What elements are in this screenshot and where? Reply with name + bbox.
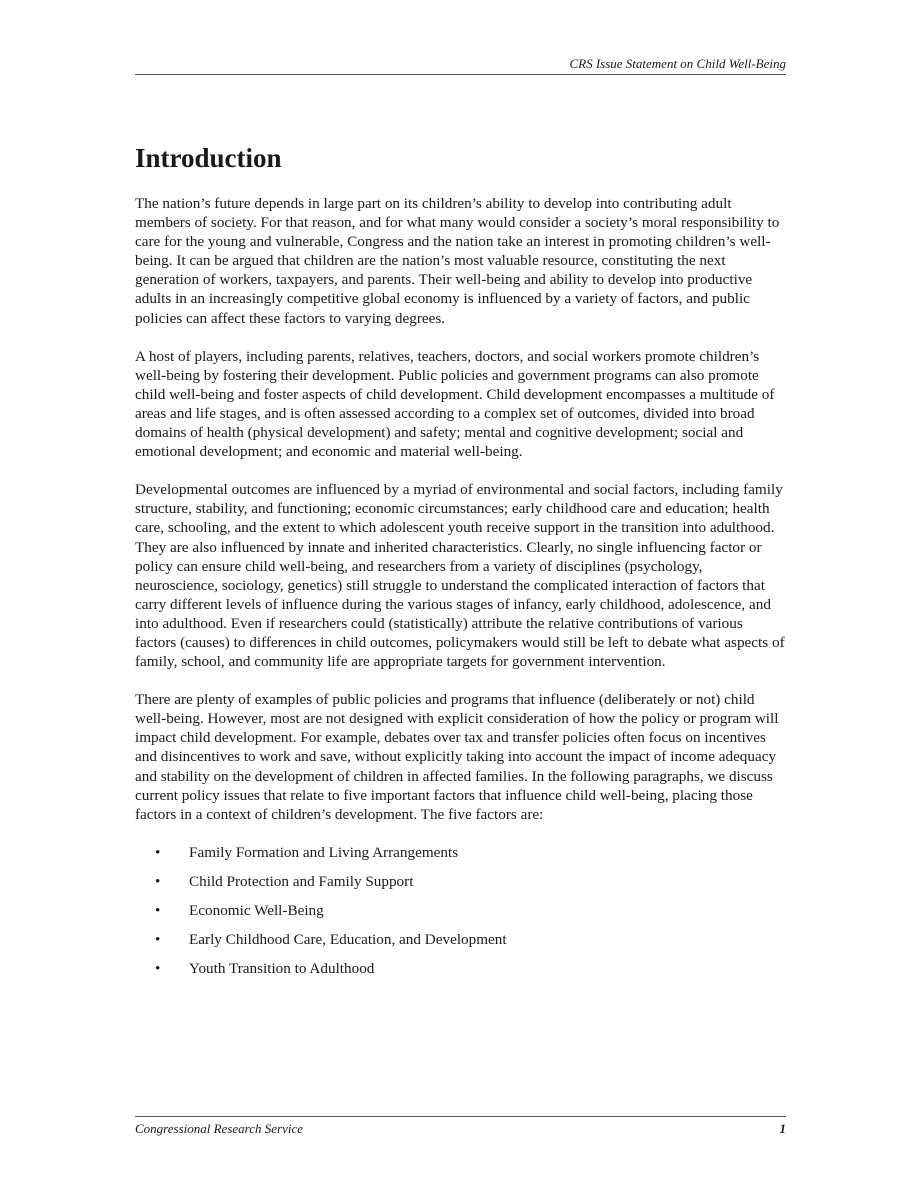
paragraph-1: The nation’s future depends in large part on its children’s ability to develop into contributing adult members of society. For that reason, and for what many would consider a society’s moral responsibility to care for the young and vulnerable, Congress and the nation take an interest in promoting children’s well-being. It can be argued that children are the nation’s most valuable resource, constituting the next generation of workers, taxpayers, and parents. Their well-being and ability to develop into productive adults in an increasingly competitive global economy is influenced by a variety of factors, and public policies can affect these factors to varying degrees. bbox=[135, 195, 780, 327]
list-item-text: Family Formation and Living Arrangements bbox=[189, 843, 459, 861]
list-item bbox=[135, 872, 786, 891]
bullet-icon: • bbox=[155, 843, 161, 861]
running-footer bbox=[135, 1116, 786, 1137]
list-item bbox=[135, 901, 786, 920]
footer-publisher: Congressional Research Service bbox=[135, 1121, 303, 1136]
running-header bbox=[135, 56, 786, 75]
paragraph-2: A host of players, including parents, relatives, teachers, doctors, and social workers promote children’s well-being by fostering their development. Public policies and government programs can also promote child well-being and foster aspects of child development. Child development encompasses a multitude of areas and life stages, and is often assessed according to a complex set of outcomes, divided into broad domains of health (physical development) and safety; mental and cognitive development; social and emotional development; and economic and material well-being. bbox=[135, 347, 775, 461]
list-item-text: Early Childhood Care, Education, and Development bbox=[189, 930, 507, 948]
list-item-text: Youth Transition to Adulthood bbox=[189, 959, 375, 977]
section-heading: Introduction bbox=[135, 143, 282, 173]
factors-list bbox=[135, 843, 786, 978]
running-header-title: CRS Issue Statement on Child Well-Being bbox=[569, 56, 786, 71]
list-item-text: Child Protection and Family Support bbox=[189, 872, 414, 890]
list-item-text: Economic Well-Being bbox=[189, 901, 324, 919]
list-item bbox=[135, 959, 786, 978]
bullet-icon: • bbox=[155, 901, 161, 919]
paragraph-4: There are plenty of examples of public policies and programs that influence (deliberately or not) child well-being. However, most are not designed with explicit consideration of how the policy or program will impact child development. For example, debates over tax and transfer policies often focus on incentives and disincentives to work and save, without explicitly taking into account the impact of income adequacy and stability on the development of children in affected families. In the following paragraphs, we discuss current policy issues that relate to five important factors that influence child well-being, placing those factors in a context of children’s development. The five factors are: bbox=[135, 691, 779, 823]
bullet-icon: • bbox=[155, 872, 161, 890]
paragraph-3: Developmental outcomes are influenced by a myriad of environmental and social factors, including family structure, stability, and functioning; economic circumstances; early childhood care and education; health care, schooling, and the extent to which adolescent youth receive support in the transition into adulthood. They are also influenced by innate and inherited characteristics. Clearly, no single influencing factor or policy can ensure child well-being, and researchers from a variety of disciplines (psychology, neuroscience, sociology, genetics) still struggle to understand the complicated interaction of factors that carry different levels of influence during the various stages of infancy, early childhood, adolescence, and into adulthood. Even if researchers could (statistically) attribute the relative contributions of various factors (causes) to differences in child outcomes, policymakers would still be left to debate what aspects of family, school, and community life are appropriate targets for government intervention. bbox=[135, 481, 785, 671]
bullet-icon: • bbox=[155, 959, 161, 977]
page-content bbox=[135, 140, 786, 988]
list-item bbox=[135, 843, 786, 862]
list-item bbox=[135, 930, 786, 949]
page-number: 1 bbox=[779, 1121, 786, 1136]
bullet-icon: • bbox=[155, 930, 161, 948]
